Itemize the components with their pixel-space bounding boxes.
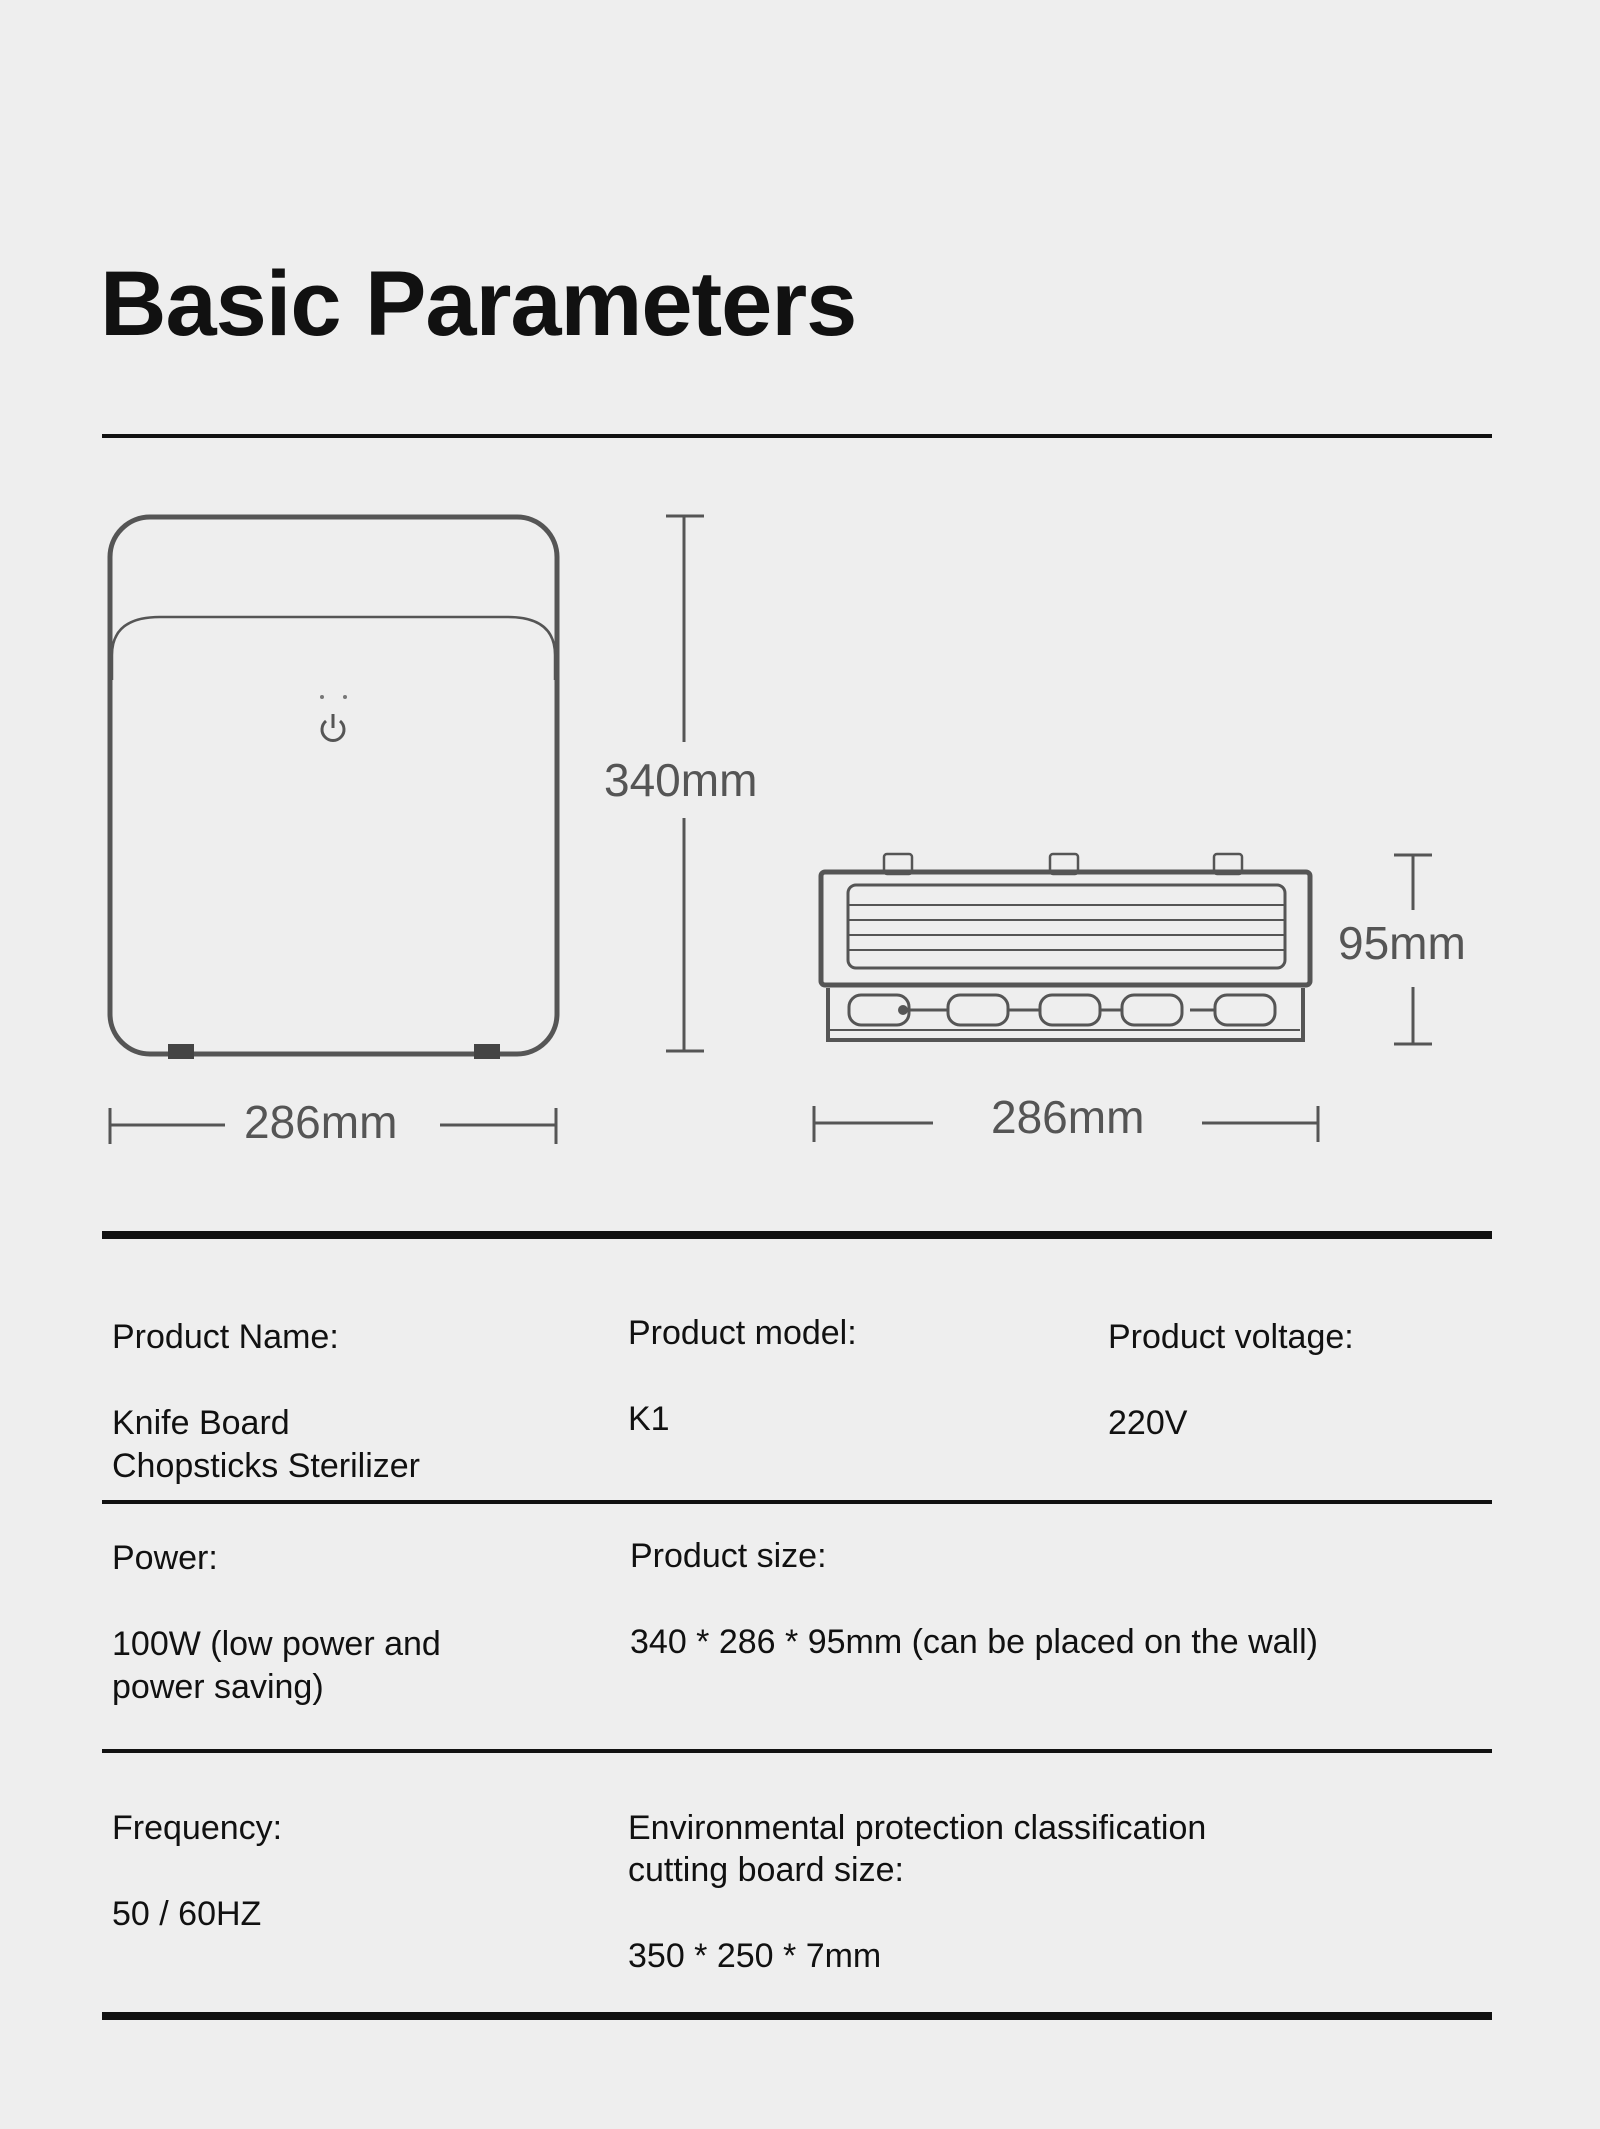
front-view-device [110,517,557,1059]
side-width-label: 286mm [991,1091,1145,1143]
front-width-label: 286mm [244,1096,398,1148]
product-voltage-label: Product voltage: [1108,1318,1354,1356]
power-icon [322,714,344,740]
frequency-value: 50 / 60HZ [112,1895,262,1933]
board-size-value: 350 * 250 * 7mm [628,1937,882,1975]
product-name-value-line1: Knife Board [112,1404,290,1442]
frequency-label: Frequency: [112,1809,283,1847]
product-size-value: 340 * 286 * 95mm (can be placed on the wall) [630,1623,1318,1661]
product-model-cell [628,1312,857,1441]
divider-table-top [102,1231,1492,1239]
divider-table-bottom [102,2012,1492,2020]
power-label: Power: [112,1539,218,1577]
board-size-label-line1: Environmental protection classification [628,1809,1207,1847]
product-name-value-line2: Chopsticks Sterilizer [112,1447,420,1485]
product-model-value: K1 [628,1400,670,1438]
side-height-label: 95mm [1338,917,1466,969]
frequency-cell [112,1807,282,1936]
page-title: Basic Parameters [100,253,857,355]
board-size-label-line2: cutting board size: [628,1851,904,1889]
divider-row-1 [102,1500,1492,1504]
divider-row-2 [102,1749,1492,1753]
product-model-label: Product model: [628,1314,857,1352]
power-cell [112,1537,441,1709]
side-view-device [821,854,1310,1040]
product-voltage-value: 220V [1108,1404,1188,1442]
front-height-label: 340mm [604,754,758,806]
power-value-line2: power saving) [112,1668,324,1706]
product-name-label: Product Name: [112,1318,339,1356]
product-size-cell [630,1535,1318,1664]
product-size-label: Product size: [630,1537,827,1575]
product-voltage-cell [1108,1316,1354,1445]
product-name-cell [112,1316,420,1488]
board-size-cell [628,1807,1206,1978]
power-value-line1: 100W (low power and [112,1625,441,1663]
